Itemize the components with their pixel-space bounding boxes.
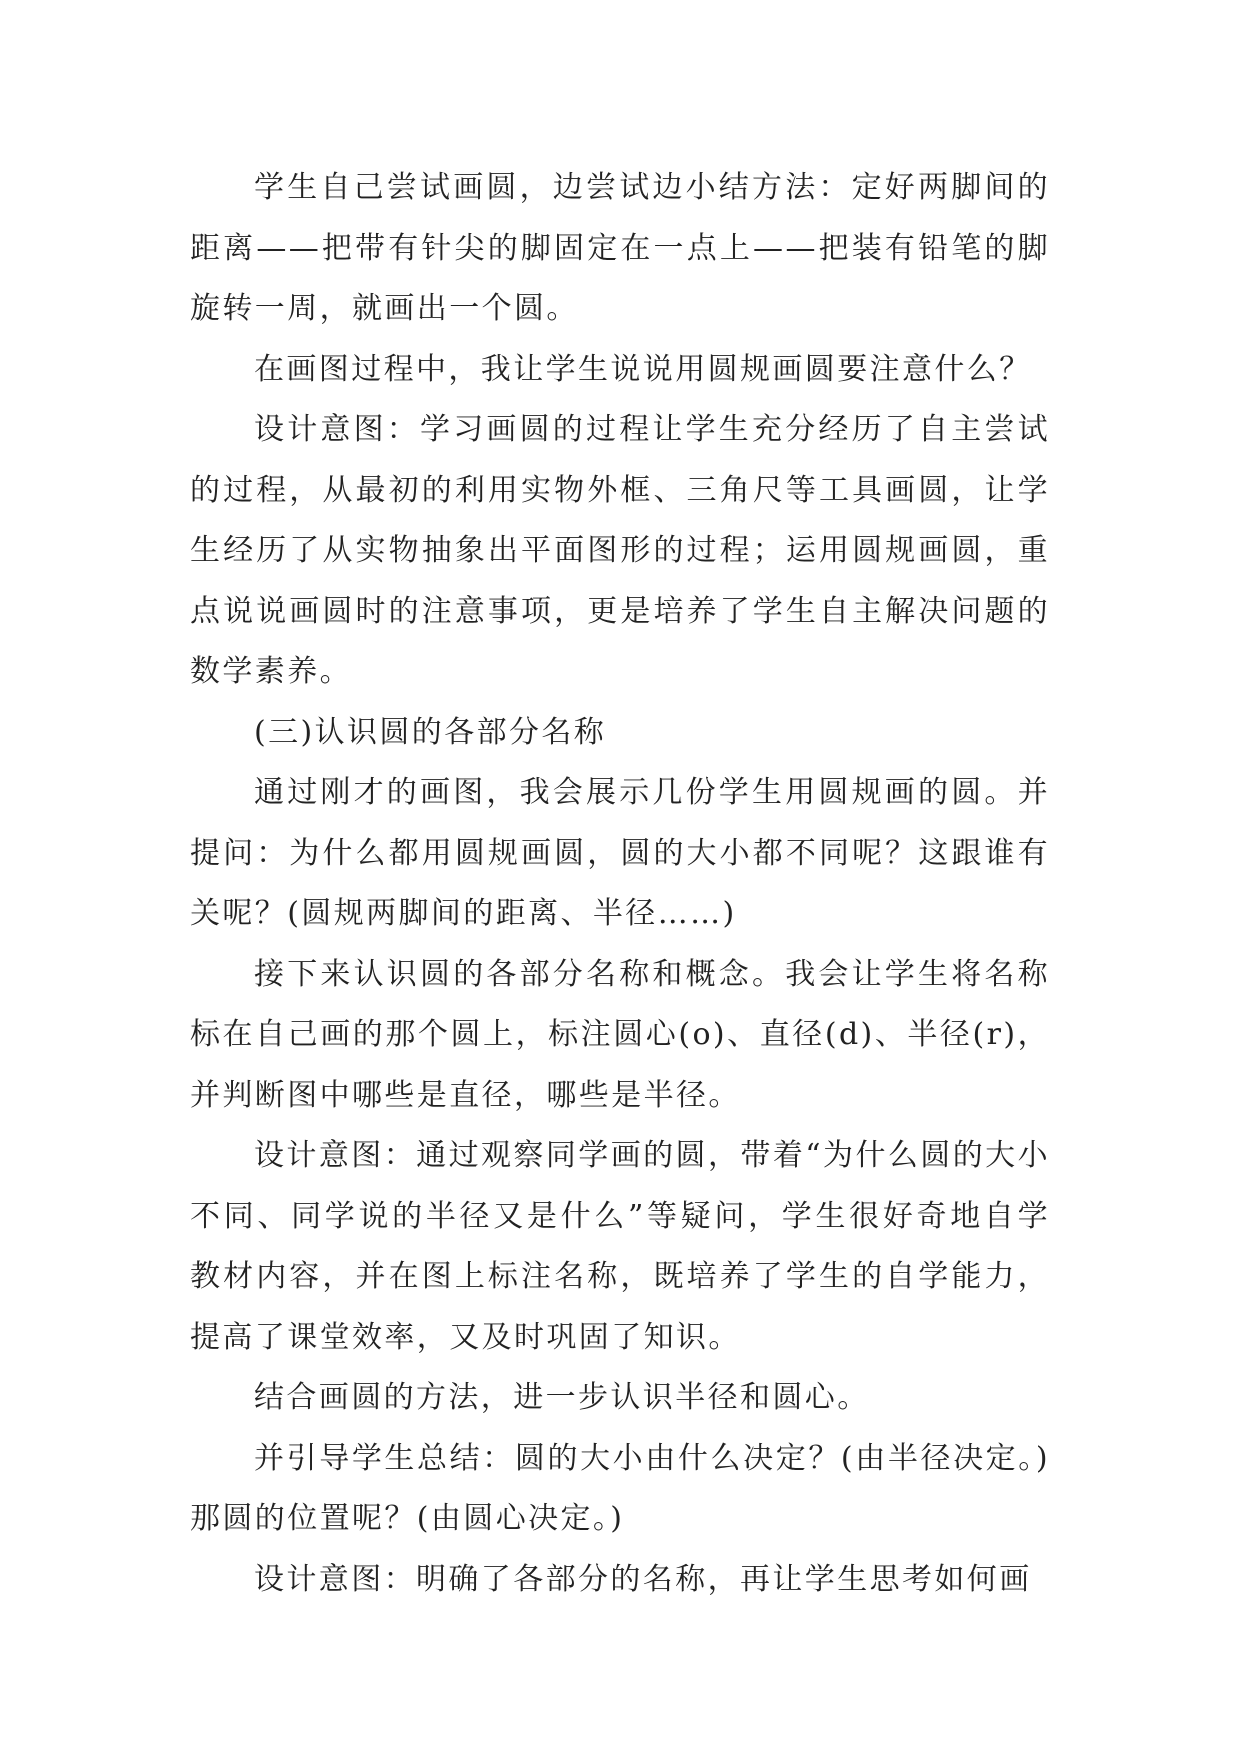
paragraph-circle-part-names: 接下来认识圆的各部分名称和概念。我会让学生将名称标在自己画的那个圆上，标注圆心(o)、直径(d)、半径(r)，并判断图中哪些是直径，哪些是半径。	[190, 956, 1050, 1113]
paragraph-design-intent-1: 设计意图：学习画圆的过程让学生充分经历了自主尝试的过程，从最初的利用实物外框、三角尺等工具画圆，让学生经历了从实物抽象出平面图形的过程；运用圆规画圆，重点说说画圆时的注意事项，更是培养了学生自主解决问题的数学素养。	[190, 412, 1050, 689]
paragraph-design-intent-2: 设计意图：通过观察同学画的圆，带着“为什么圆的大小不同、同学说的半径又是什么”等疑问，学生很好奇地自学教材内容，并在图上标注名称，既培养了学生的自学能力，提高了课堂效率，又及时巩固了知识。	[190, 1138, 1050, 1355]
paragraph-drawing-question: 在画图过程中，我让学生说说用圆规画圆要注意什么？	[254, 351, 1032, 387]
paragraph-radius-center: 结合画圆的方法，进一步认识半径和圆心。	[254, 1380, 870, 1415]
paragraph-drawing-steps: 学生自己尝试画圆，边尝试边小结方法：定好两脚间的距离——把带有针尖的脚固定在一点上——把装有铅笔的脚旋转一周，就画出一个圆。	[190, 170, 1050, 326]
paragraph-summary-question: 并引导学生总结：圆的大小由什么决定？(由半径决定。)那圆的位置呢？(由圆心决定。)	[190, 1440, 1050, 1536]
paragraph-show-student-circles: 通过刚才的画图，我会展示几份学生用圆规画的圆。并提问：为什么都用圆规画圆，圆的大小都不同呢？这跟谁有关呢？(圆规两脚间的距离、半径……)	[190, 775, 1050, 931]
section-heading-circle-parts: (三)认识圆的各部分名称	[254, 714, 607, 750]
paragraph-design-intent-3: 设计意图：明确了各部分的名称，再让学生思考如何画	[254, 1561, 1032, 1597]
document-body	[190, 158, 1050, 1610]
